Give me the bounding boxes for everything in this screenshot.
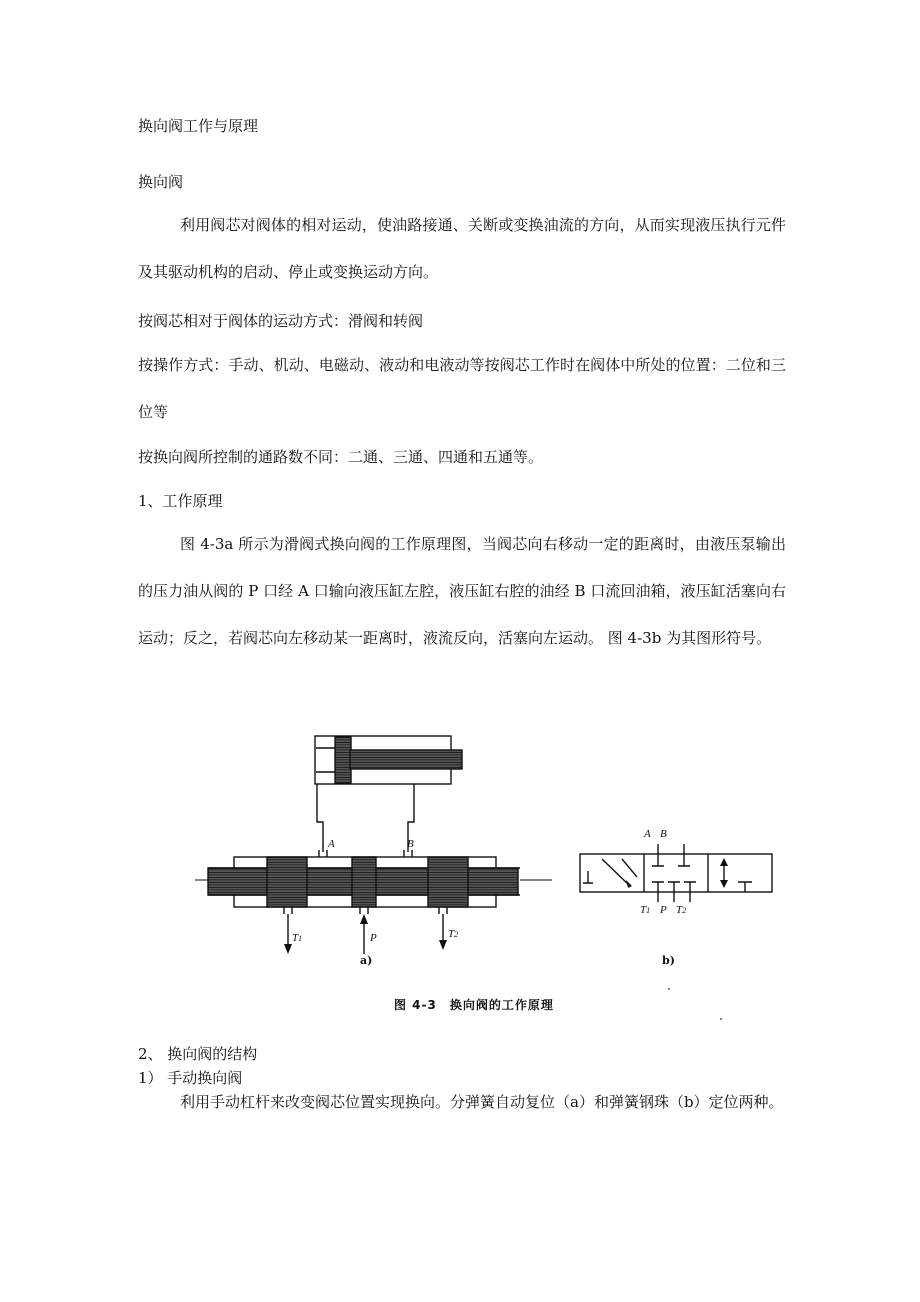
classification-operation: 按操作方式：手动、机动、电磁动、液动和电液动等按阀芯工作时在阀体中所处的位置：二位和三位等 [138,356,786,421]
symbol-port-a-label: A [644,828,651,840]
spool-valve-body [195,850,552,914]
section-2-heading: 2、 换向阀的结构 [138,1045,258,1063]
classification-motion: 按阀芯相对于阀体的运动方式：滑阀和转阀 [138,312,424,330]
intro-paragraph: 利用阀芯对阀体的相对运动，使油路接通、关断或变换油流的方向，从而实现液压执行元件及其驱动机构的启动、停止或变换运动方向。 [138,216,786,281]
figure-4-3 [190,726,790,1026]
valve-diagram [190,726,790,1026]
port-t1-label: T1 [292,932,303,944]
manual-valve-paragraph: 利用手动杠杆来改变阀芯位置实现换向。分弹簧自动复位（a）和弹簧钢珠（b）定位两种。 [180,1093,784,1111]
hydraulic-cylinder [315,736,462,784]
port-b-label: B [407,838,414,850]
port-a-label: A [328,838,335,850]
symbol-port-b-label: B [660,828,667,840]
valve-graphic-symbol [580,844,772,902]
symbol-port-t1-label: T1 [640,904,651,916]
section-1-heading: 1、工作原理 [138,492,223,510]
principle-paragraph: 图 4-3a 所示为滑阀式换向阀的工作原理图，当阀芯向右移动一定的距离时，由液压泵输出的压力油从阀的 P 口经 A 口输向液压缸左腔，液压缸右腔的油经 B 口流回油箱，液压缸活塞向右运动；反之，若阀芯向左移动某一距离时，液流反向，活塞向左运动。 图 4-3b 为其图形符号。 [138,535,786,647]
scan-speck [668,988,670,990]
classification-ports: 按换向阀所控制的通路数不同：二通、三通、四通和五通等。 [138,448,544,466]
subfigure-a-label: a) [360,954,373,967]
port-p-label: P [370,932,377,944]
subsection-manual-valve: 1） 手动换向阀 [138,1069,243,1087]
section-heading: 换向阀 [138,173,184,191]
doc-title: 换向阀工作与原理 [138,117,259,135]
scan-speck [720,1018,722,1020]
symbol-port-p-label: P [660,904,667,916]
subfigure-b-label: b) [662,954,675,967]
port-t2-label: T2 [448,928,459,940]
symbol-port-t2-label: T2 [676,904,687,916]
figure-caption: 图 4-3 换向阀的工作原理 [394,998,554,1012]
